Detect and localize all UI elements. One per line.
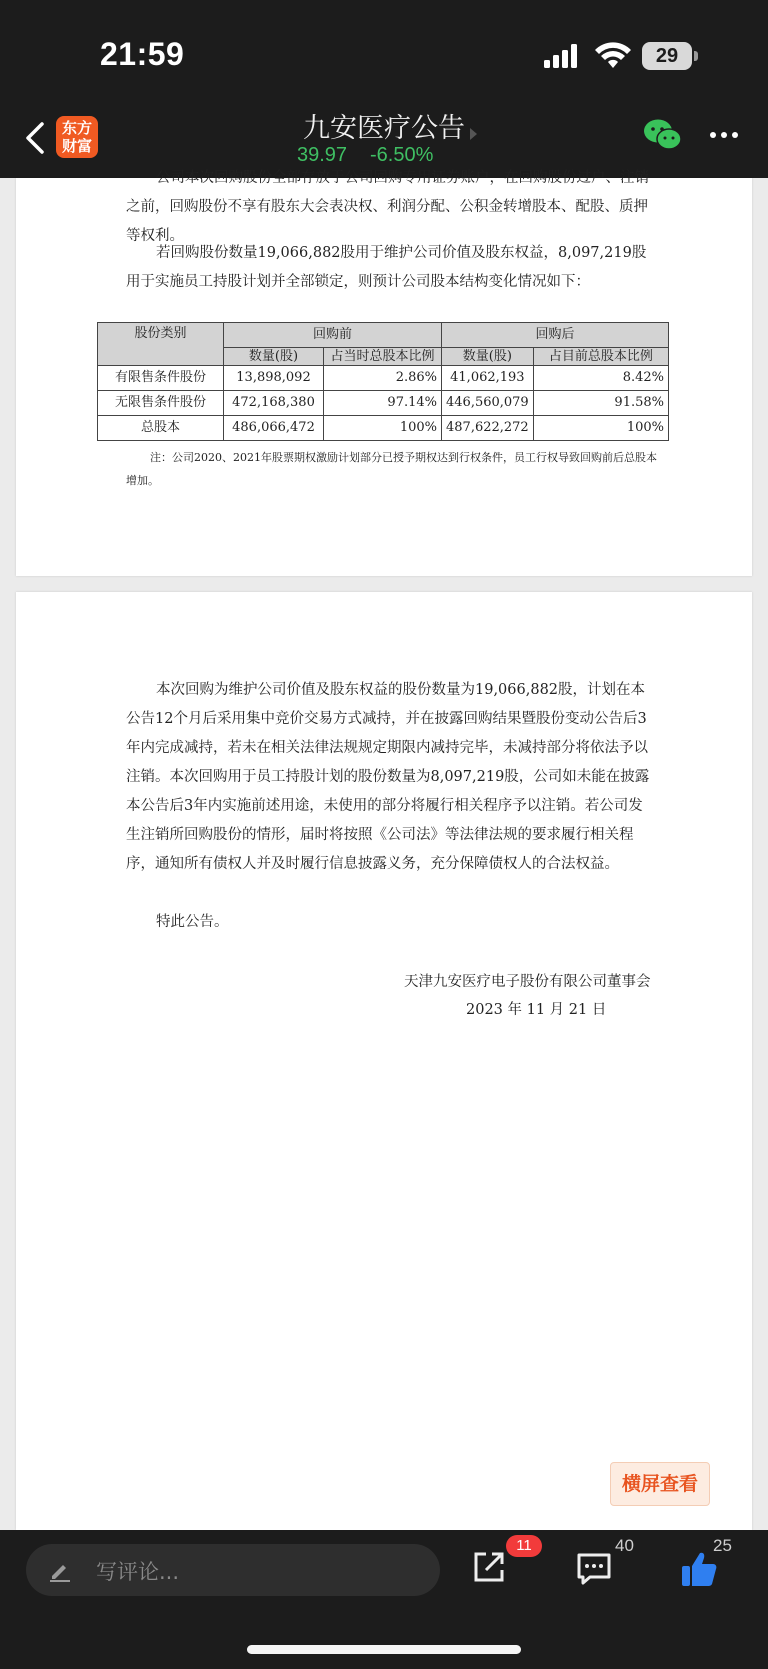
table-footnote [126,446,666,492]
cell-category: 有限售条件股份 [98,366,224,391]
cell-category: 总股本 [98,416,224,441]
page-title: 九安医疗公告 [303,113,465,144]
bottom-action-bar [0,1530,768,1669]
table-row [98,366,669,391]
share-count-badge: 11 [506,1535,542,1557]
landscape-view-button[interactable]: 横屏查看 [610,1462,710,1506]
cell-ratio-after: 100% [533,416,668,441]
app-logo-line1: 东方 [61,119,92,137]
paragraph-repurchase-plan [126,239,656,297]
comment-placeholder: 写评论... [96,1560,180,1584]
stock-change: -6.50% [370,144,434,166]
signatory-date: 2023 年 11 月 21 日 [466,1002,607,1018]
paragraph-closing [126,908,656,937]
paragraph-text: 若回购股份数量19,066,882股用于维护公司价值及股东权益，8,097,219股用于实施员工持股计划并全部锁定，则预计公司股本结构变化情况如下： [126,245,647,290]
wifi-icon [595,42,631,70]
subheader-qty-before: 数量(股) [224,348,324,366]
paragraph-disposal-plan [126,676,656,879]
expand-arrow-icon [470,128,477,140]
cell-ratio-before: 97.14% [324,391,442,416]
cell-ratio-after: 8.42% [533,366,668,391]
share-structure-table [97,322,669,441]
cell-qty-before: 472,168,380 [224,391,324,416]
document-page-1 [16,170,752,576]
pen-icon [48,1558,72,1582]
cell-qty-before: 486,066,472 [224,416,324,441]
subheader-ratio-before: 占当时总股本比例 [324,348,442,366]
paragraph-text: 特此公告。 [156,914,229,930]
cell-ratio-before: 2.86% [324,366,442,391]
home-indicator[interactable] [247,1645,521,1654]
comment-icon[interactable] [576,1552,612,1586]
footnote-text: 注：公司2020、2021年股票期权激励计划部分已授予期权达到行权条件，员工行权导致回购前后总股本增加。 [126,451,657,487]
battery-cap [694,51,698,61]
status-bar [0,0,768,100]
signatory-company: 天津九安医疗电子股份有限公司董事会 [404,974,651,990]
cell-ratio-after: 91.58% [533,391,668,416]
cell-qty-after: 487,622,272 [442,416,534,441]
document-page-2 [16,592,752,1530]
header-after: 回购后 [442,323,669,348]
cell-category: 无限售条件股份 [98,391,224,416]
comment-input[interactable] [26,1544,440,1596]
paragraph-text: 本次回购为维护公司价值及股东权益的股份数量为19,066,882股，计划在本公告12个月后采用集中竞价交易方式减持，并在披露回购结果暨股份变动公告后3年内完成减持，若未在相关法律法规规定期限内减持完毕，未减持部分将依法予以注销。本次回购用于员工持股计划的股份数量为8,097,219股，公司如未能在披露本公告后3年内实施前述用途，未使用的部分将履行相关程序予以注销。若公司发生注销所回购股份的情形，届时将按照《公司法》等法律法规的要求履行相关程序，通知所有债权人并及时履行信息披露义务，充分保障债权人的合法权益。 [126,682,650,872]
app-logo-line2: 财富 [61,137,92,155]
cell-ratio-before: 100% [324,416,442,441]
comment-count: 40 [615,1536,634,1555]
subheader-ratio-after: 占目前总股本比例 [533,348,668,366]
cellular-signal-icon [544,44,582,68]
cell-qty-before: 13,898,092 [224,366,324,391]
wechat-share-icon[interactable] [643,118,683,152]
more-options-icon[interactable] [708,120,740,150]
stock-price: 39.97 [297,144,348,166]
header-before: 回购前 [224,323,442,348]
paragraph-text: 公司本次回购股份全部存放于公司回购专用证券账户，在回购股份过户、注销之前，回购股份不享有股东大会表决权、利润分配、公积金转增股本、配股、质押等权利。 [126,170,649,244]
table-row [98,391,669,416]
cell-qty-after: 446,560,079 [442,391,534,416]
battery-icon: 29 [642,42,692,70]
paragraph-repurchase-storage [126,164,656,251]
subheader-qty-after: 数量(股) [442,348,534,366]
share-icon[interactable] [472,1550,506,1584]
header-category: 股份类别 [98,323,224,366]
like-count: 25 [713,1536,732,1555]
cell-qty-after: 41,062,193 [442,366,534,391]
table-row [98,416,669,441]
status-time: 21:59 [100,36,185,72]
